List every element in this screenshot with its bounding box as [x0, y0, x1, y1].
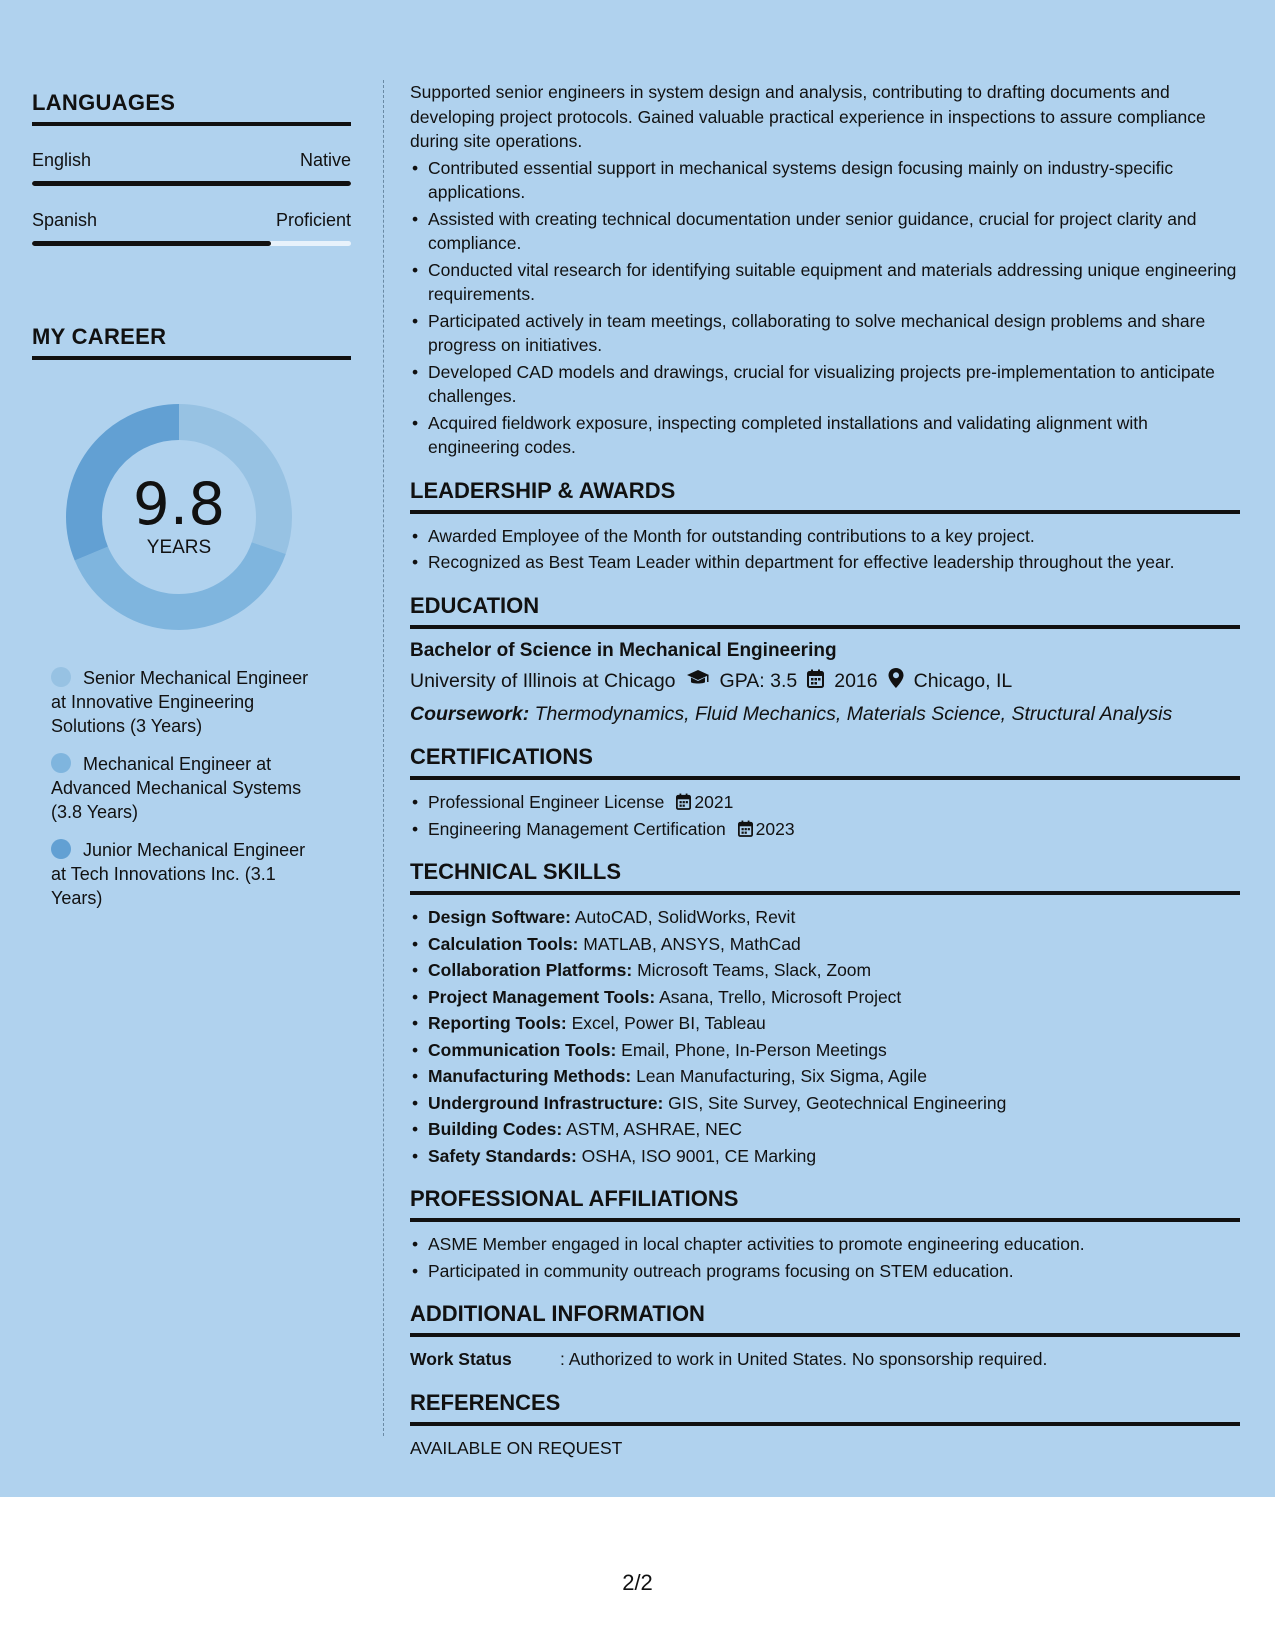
skill-item — [410, 1091, 1240, 1116]
experience-bullet: • Conducted vital research for identifying suitable equipment and materials addressing unique engineering requirements. — [410, 258, 1240, 307]
coursework-label: Coursework: — [410, 702, 530, 725]
leadership-item: • Recognized as Best Team Leader within department for effective leadership throughout the year. — [410, 550, 1240, 575]
references-text: AVAILABLE ON REQUEST — [410, 1437, 623, 1458]
experience-bullet: • Contributed essential support in mechanical systems design focusing mainly on industry-specific applications. — [410, 156, 1240, 205]
language-bar — [32, 241, 351, 246]
education-meta — [410, 668, 1240, 695]
skill-value: Lean Manufacturing, Six Sigma, Agile — [636, 1066, 927, 1086]
certification-year-wrap — [738, 819, 795, 839]
experience-bullet: • Assisted with creating technical documentation under senior guidance, crucial for project clarity and compliance. — [410, 207, 1240, 256]
skill-value: GIS, Site Survey, Geotechnical Engineering — [668, 1092, 1007, 1113]
column-divider — [383, 80, 384, 1436]
work-status-row — [410, 1347, 1240, 1372]
skill-value: Excel, Power BI, Tableau — [571, 1013, 766, 1033]
certifications-heading: CERTIFICATIONS — [410, 744, 1240, 780]
career-unit: YEARS — [146, 537, 212, 558]
career-donut-chart — [66, 404, 292, 630]
language-name: English — [32, 150, 92, 170]
calendar-icon — [807, 669, 824, 695]
legend-dot — [51, 753, 71, 773]
skill-value: AutoCAD, SolidWorks, Revit — [574, 907, 796, 927]
certification-year: 2021 — [694, 792, 734, 812]
certification-name: Professional Engineer License — [428, 792, 665, 812]
leadership-item: • Awarded Employee of the Month for outstanding contributions to a key project. — [410, 524, 1240, 549]
education-coursework — [410, 702, 1240, 727]
language-level: Native — [299, 150, 351, 170]
experience-bullet: • Participated actively in team meetings, collaborating to solve mechanical design problems and share progress on initiatives. — [410, 309, 1240, 358]
affiliation-item: • ASME Member engaged in local chapter activities to promote engineering education. — [410, 1232, 1240, 1257]
language-bar-fill — [32, 241, 271, 246]
career-legend — [32, 666, 351, 910]
certification-year-wrap — [676, 792, 733, 812]
skill-item — [410, 1117, 1240, 1142]
skill-value: Asana, Trello, Microsoft Project — [659, 986, 902, 1007]
certification-name: Engineering Management Certification — [428, 818, 726, 839]
affiliations-list — [410, 1232, 1240, 1283]
education-school: University of Illinois at Chicago — [410, 670, 676, 692]
legend-label: Senior Mechanical Engineer at Innovative Engineering Solutions (3 Years) — [51, 668, 309, 736]
legend-item — [51, 666, 321, 738]
languages-heading: LANGUAGES — [32, 90, 351, 126]
education-heading: EDUCATION — [410, 593, 1240, 629]
additional-heading: ADDITIONAL INFORMATION — [410, 1301, 1240, 1337]
graduation-cap-icon — [686, 669, 710, 694]
skill-label: Design Software: — [428, 907, 571, 927]
legend-item — [51, 838, 321, 910]
education-degree: Bachelor of Science in Mechanical Engineering — [410, 639, 837, 661]
language-bar — [32, 181, 351, 186]
skill-label: Underground Infrastructure: — [428, 1092, 664, 1113]
certification-year: 2023 — [755, 818, 795, 839]
certification-item — [410, 817, 1240, 842]
certification-item — [410, 790, 1240, 815]
language-english — [32, 150, 351, 186]
skill-item — [410, 932, 1240, 957]
skill-label: Manufacturing Methods: — [428, 1066, 632, 1086]
affiliations-heading: PROFESSIONAL AFFILIATIONS — [410, 1186, 1240, 1222]
education-gpa: GPA: 3.5 — [719, 670, 798, 692]
work-status-value: : Authorized to work in United States. No sponsorship required. — [560, 1349, 1048, 1369]
skill-item — [410, 1011, 1240, 1036]
skill-label: Safety Standards: — [428, 1145, 577, 1166]
legend-item — [51, 752, 321, 824]
legend-dot — [51, 667, 71, 687]
skill-value: Email, Phone, In-Person Meetings — [621, 1039, 887, 1060]
experience-bullet: • Acquired fieldwork exposure, inspecting completed installations and validating alignment with engineering codes. — [410, 411, 1240, 460]
language-bar-fill — [32, 181, 351, 186]
skill-label: Communication Tools: — [428, 1039, 617, 1060]
page-number: 2/2 — [622, 1570, 653, 1595]
language-name: Spanish — [32, 210, 98, 230]
skill-value: ASTM, ASHRAE, NEC — [566, 1119, 743, 1139]
skill-label: Collaboration Platforms: — [428, 960, 633, 980]
skill-label: Building Codes: — [428, 1119, 563, 1139]
legend-dot — [51, 839, 71, 859]
education-year: 2016 — [834, 670, 878, 692]
skill-item — [410, 905, 1240, 930]
skill-item — [410, 1144, 1240, 1169]
skill-item — [410, 1064, 1240, 1089]
skill-value: OSHA, ISO 9001, CE Marking — [581, 1145, 817, 1166]
references-heading: REFERENCES — [410, 1390, 1240, 1426]
skill-label: Project Management Tools: — [428, 986, 656, 1007]
skill-label: Reporting Tools: — [428, 1013, 567, 1033]
location-pin-icon — [888, 668, 904, 695]
certifications-list — [410, 790, 1240, 841]
skill-value: Microsoft Teams, Slack, Zoom — [637, 960, 872, 980]
skills-heading: TECHNICAL SKILLS — [410, 859, 1240, 895]
calendar-icon — [676, 793, 691, 810]
career-heading: MY CAREER — [32, 324, 351, 360]
leadership-list — [410, 524, 1240, 575]
skill-item — [410, 1038, 1240, 1063]
legend-label: Mechanical Engineer at Advanced Mechanical Systems (3.8 Years) — [51, 754, 302, 822]
experience-bullets — [410, 156, 1240, 460]
skill-item — [410, 958, 1240, 983]
legend-label: Junior Mechanical Engineer at Tech Innovations Inc. (3.1 Years) — [51, 840, 306, 908]
work-status-label: Work Status — [410, 1349, 512, 1369]
skill-item — [410, 985, 1240, 1010]
language-level: Proficient — [275, 210, 351, 230]
affiliation-item: • Participated in community outreach programs focusing on STEM education. — [410, 1259, 1240, 1284]
language-spanish — [32, 210, 351, 246]
calendar-icon — [738, 820, 753, 837]
coursework-list: Thermodynamics, Fluid Mechanics, Materials Science, Structural Analysis — [534, 702, 1173, 725]
right-column — [410, 80, 1240, 1460]
leadership-heading: LEADERSHIP & AWARDS — [410, 478, 1240, 514]
education-location: Chicago, IL — [913, 670, 1013, 692]
skills-list — [410, 905, 1240, 1168]
skill-value: MATLAB, ANSYS, MathCad — [583, 933, 801, 954]
skill-label: Calculation Tools: — [428, 933, 579, 954]
left-column — [32, 90, 351, 924]
career-total-years: 9.8 — [132, 470, 226, 538]
experience-summary: Supported senior engineers in system design and analysis, contributing to drafting documents and developing project protocols. Gained valuable practical experience in inspections to assure compliance during site operations. — [410, 82, 1206, 151]
experience-bullet: • Developed CAD models and drawings, crucial for visualizing projects pre-implementation to anticipate challenges. — [410, 360, 1240, 409]
